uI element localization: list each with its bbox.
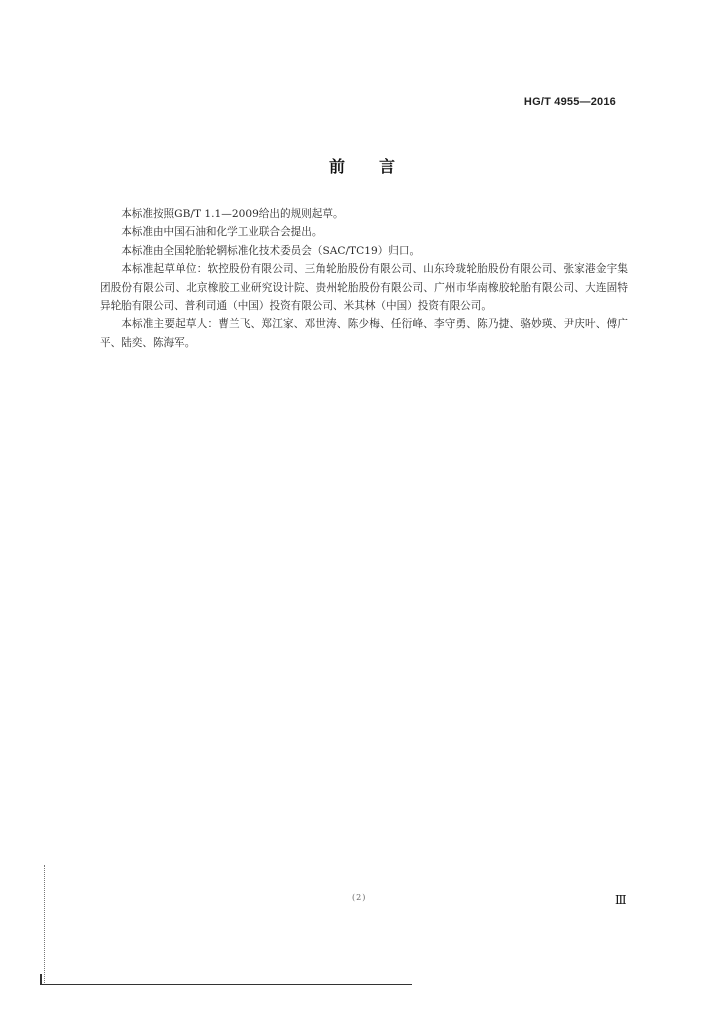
- paragraph-technical-committee: 本标准由全国轮胎轮辋标准化技术委员会（SAC/TC19）归口。: [121, 244, 421, 257]
- paragraph-drafting-units: 本标准起草单位：软控股份有限公司、三角轮胎股份有限公司、山东玲珑轮胎股份有限公司、张家港金宇集团股份有限公司、北京橡胶工业研究设计院、贵州轮胎股份有限公司、广州市华南橡胶轮胎有限公司、大连固特异轮胎有限公司、普利司通（中国）投资有限公司、米其林（中国）投资有限公司。: [100, 263, 628, 313]
- page-title: 前言: [328, 157, 429, 176]
- paragraph-drafters: 本标准主要起草人：曹兰飞、郑江家、邓世涛、陈少梅、任衍峰、李守勇、陈乃捷、骆妙瑛、尹庆叶、傅广平、陆奕、陈海军。: [100, 318, 628, 349]
- scan-corner-mark: [40, 974, 50, 984]
- scan-bottom-line: [40, 984, 412, 985]
- scan-margin-line: [44, 865, 46, 985]
- paragraph-proposer: 本标准由中国石油和化学工业联合会提出。: [121, 226, 323, 239]
- footer-code: (2): [352, 893, 367, 902]
- page-number: Ⅲ: [615, 893, 627, 907]
- foreword-body: [100, 205, 628, 352]
- paragraph-drafting-rules: 本标准按照GB/T 1.1—2009给出的规则起草。: [121, 208, 344, 220]
- standard-number: HG/T 4955—2016: [523, 96, 616, 108]
